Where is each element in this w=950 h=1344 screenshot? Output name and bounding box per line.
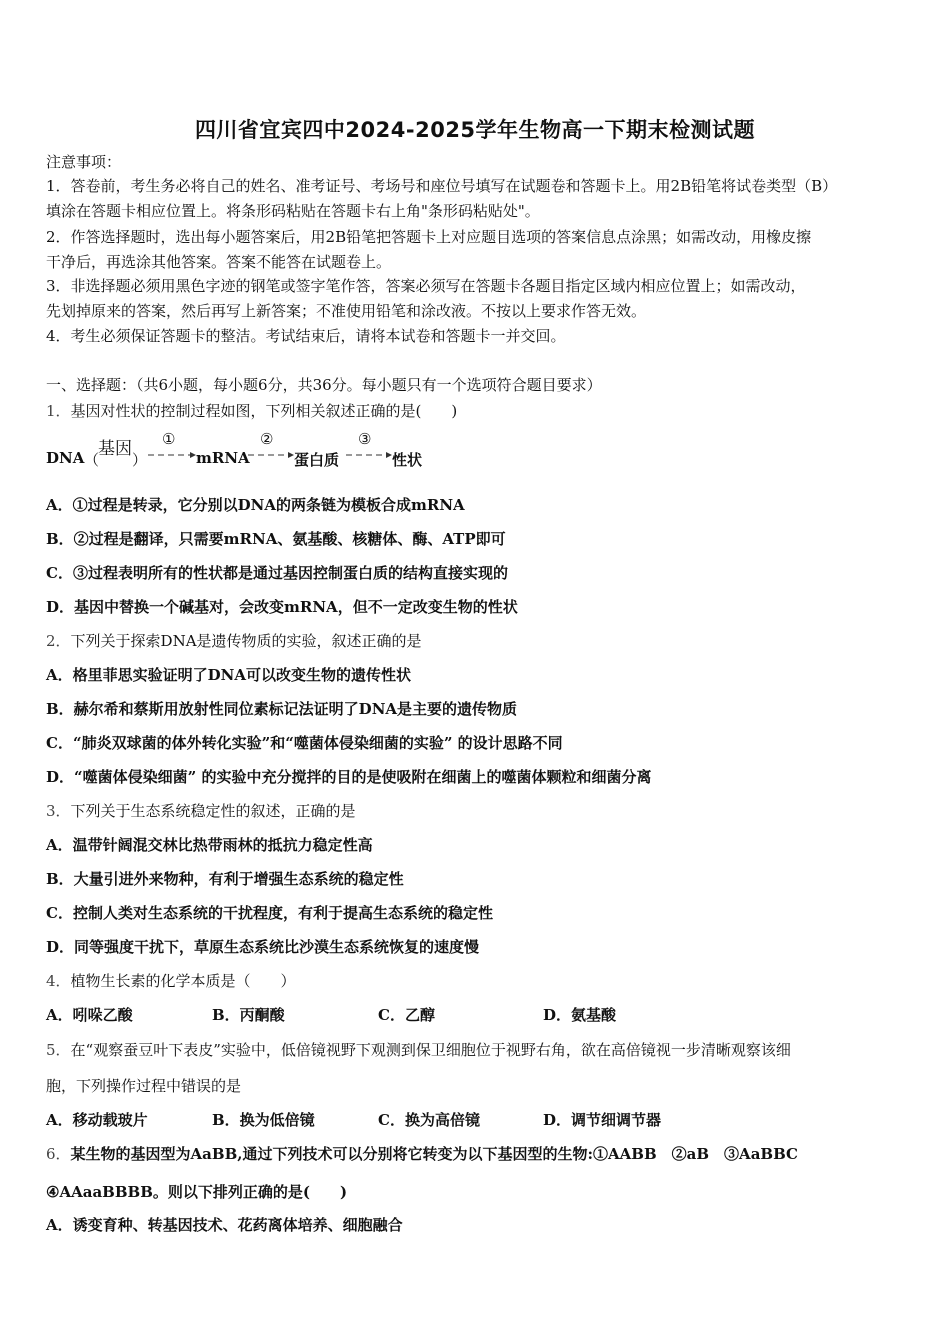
gene-expression-flow (46, 432, 466, 472)
question-number: 2． (46, 632, 71, 650)
option-d: D．氨基酸 (543, 1006, 617, 1024)
option-d: D．同等强度干扰下，草原生态系统比沙漠生态系统恢复的速度慢 (46, 938, 480, 956)
notice-heading: 注意事项： (46, 153, 122, 171)
notice-line: 3．非选择题必须用黑色字迹的钢笔或签字笔作答，答案必须写在答题卡各题目指定区域内相应位置上；如需改动， (46, 277, 806, 295)
page-title: 四川省宜宾四中2024-2025学年生物高一下期末检测试题 (194, 118, 756, 142)
flow-mrna: mRNA (196, 449, 250, 467)
notice-line: 干净后，再选涂其他答案。答案不能答在试题卷上。 (46, 253, 392, 271)
step-3-label: ③ (358, 430, 372, 448)
option-c: C．乙醇 (378, 1006, 435, 1024)
notice-line: 填涂在答题卡相应位置上。将条形码粘贴在答题卡右上角"条形码粘贴处"。 (46, 202, 540, 220)
section-heading: 一、选择题：（共6小题，每小题6分，共36分。每小题只有一个选项符合题目要求） (46, 376, 602, 394)
notice-line: 先划掉原来的答案，然后再写上新答案；不准使用铅笔和涂改液。不按以上要求作答无效。 (46, 302, 647, 320)
question-4 (46, 970, 296, 991)
flow-trait: 性状 (392, 451, 423, 469)
question-stem: 在“观察蚕豆叶下表皮”实验中，低倍镜视野下观测到保卫细胞位于视野右角，欲在高倍镜视一步清晰观察该细 (70, 1041, 791, 1059)
option-b: B．赫尔希和蔡斯用放射性同位素标记法证明了DNA是主要的遗传物质 (46, 700, 518, 718)
option-a: A．格里菲思实验证明了DNA可以改变生物的遗传性状 (46, 666, 411, 684)
option-b: B．丙酮酸 (212, 1006, 285, 1024)
question-stem: 下列关于生态系统稳定性的叙述，正确的是 (70, 802, 356, 820)
option-d: D．“噬菌体侵染细菌” 的实验中充分搅拌的目的是使吸附在细菌上的噬菌体颗粒和细菌分离 (46, 768, 652, 786)
option-d: D．调节细调节器 (543, 1111, 662, 1129)
question-stem: 下列关于探索DNA是遗传物质的实验，叙述正确的是 (70, 632, 422, 650)
question-stem: 某生物的基因型为AaBB,通过下列技术可以分别将它转变为以下基因型的生物:①AABB ②aB ③AaBBC (70, 1145, 798, 1163)
flow-protein: 蛋白质 (294, 451, 340, 469)
notice-line: 4．考生必须保证答题卡的整洁。考试结束后，请将本试卷和答题卡一并交回。 (46, 327, 566, 345)
question-number: 6． (46, 1145, 71, 1163)
question-stem: 基因对性状的控制过程如图，下列相关叙述正确的是( ) (70, 402, 458, 420)
notice-line: 1．答卷前，考生务必将自己的姓名、准考证号、考场号和座位号填写在试题卷和答题卡上。用2B铅笔将试卷类型（B） (46, 177, 838, 195)
flow-gene: 基因 (98, 439, 132, 459)
option-b: B．大量引进外来物种，有利于增强生态系统的稳定性 (46, 870, 404, 888)
question-stem: 植物生长素的化学本质是（ ） (70, 972, 296, 990)
option-a: A．移动载玻片 (46, 1111, 148, 1129)
question-3 (46, 800, 356, 821)
question-5 (46, 1039, 791, 1060)
flow-open-paren: （ (84, 451, 100, 469)
option-c: C．“肺炎双球菌的体外转化实验”和“噬菌体侵染细菌的实验” 的设计思路不同 (46, 734, 563, 752)
question-number: 4． (46, 972, 71, 990)
option-a: A．①过程是转录，它分别以DNA的两条链为模板合成mRNA (46, 496, 465, 514)
option-b: B．换为低倍镜 (212, 1111, 315, 1129)
question-number: 5． (46, 1041, 71, 1059)
option-c: C．换为高倍镜 (378, 1111, 480, 1129)
question-5-continued: 胞，下列操作过程中错误的是 (46, 1077, 242, 1095)
notice-line: 2．作答选择题时，选出每小题答案后，用2B铅笔把答题卡上对应题目选项的答案信息点涂黑；如需改动，用橡皮擦 (46, 228, 812, 246)
arrow-3-icon (344, 450, 392, 460)
option-d: D．基因中替换一个碱基对，会改变mRNA，但不一定改变生物的性状 (46, 598, 518, 616)
option-c: C．③过程表明所有的性状都是通过基因控制蛋白质的结构直接实现的 (46, 564, 508, 582)
option-b: B．②过程是翻译，只需要mRNA、氨基酸、核糖体、酶、ATP即可 (46, 530, 506, 548)
question-1 (46, 400, 457, 421)
option-a: A．吲哚乙酸 (46, 1006, 133, 1024)
arrow-2-icon (246, 450, 294, 460)
question-6 (46, 1143, 798, 1164)
flow-dna: DNA (46, 449, 85, 467)
step-2-label: ② (260, 430, 274, 448)
question-6-continued: ④AAaaBBBB。则以下排列正确的是( ) (46, 1183, 348, 1201)
question-number: 3． (46, 802, 71, 820)
question-2 (46, 630, 422, 651)
step-1-label: ① (162, 430, 176, 448)
option-c: C．控制人类对生态系统的干扰程度，有利于提高生态系统的稳定性 (46, 904, 493, 922)
flow-close-paren: ） (132, 451, 148, 469)
option-a: A．温带针阔混交林比热带雨林的抵抗力稳定性高 (46, 836, 373, 854)
question-number: 1． (46, 402, 71, 420)
option-a: A．诱变育种、转基因技术、花药离体培养、细胞融合 (46, 1216, 403, 1234)
arrow-1-icon (146, 450, 196, 460)
